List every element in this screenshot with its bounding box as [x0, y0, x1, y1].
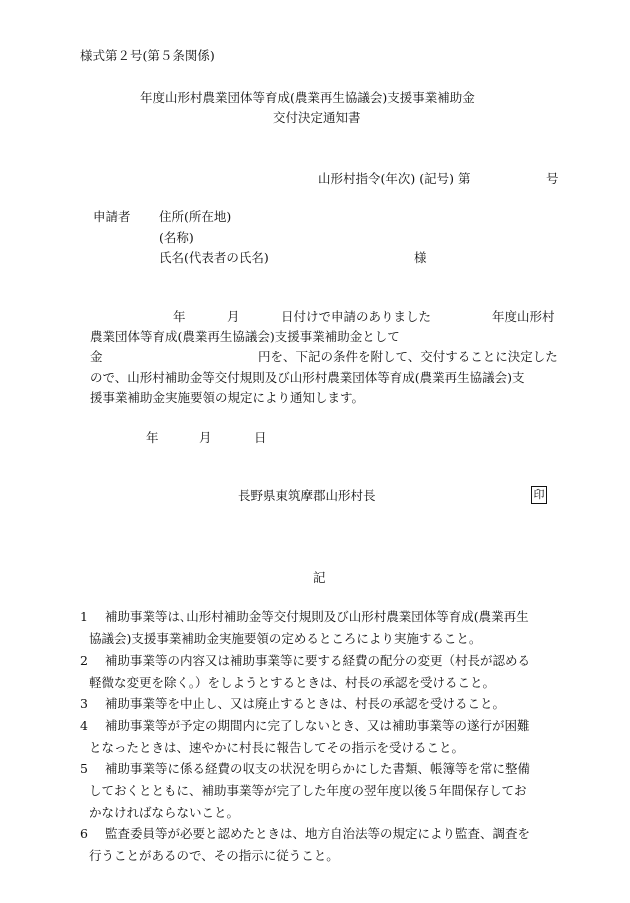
notes-heading: 記	[313, 570, 326, 585]
reference-number-suffix: 号	[546, 171, 559, 186]
condition-5	[80, 758, 560, 824]
condition-number: 1	[80, 609, 88, 624]
condition-text: 補助事業等の内容又は補助事業等に要する経費の配分の変更（村長が認める	[105, 653, 531, 668]
reference-number-prefix: 山形村指令(年次) (記号) 第	[318, 171, 471, 186]
body-date-text: 日付けで申請のありました	[281, 309, 432, 324]
document-subtitle: 交付決定通知書	[273, 110, 361, 125]
body-date-year: 年	[173, 309, 186, 324]
issue-date-day: 日	[254, 430, 267, 445]
condition-text: 補助事業等を中止し、又は廃止するときは、村長の承認を受けること。	[105, 696, 506, 711]
condition-number: 5	[80, 761, 88, 776]
condition-text-cont: 行うことがあるので、その指示に従うこと。	[89, 848, 339, 863]
condition-4	[80, 715, 560, 759]
condition-text: 補助事業等に係る経費の収支の状況を明らかにした書類、帳簿等を常に整備	[105, 761, 531, 776]
condition-3	[80, 693, 560, 715]
condition-text: 補助事業等が予定の期間内に完了しないとき、又は補助事業等の遂行が困難	[105, 718, 530, 733]
condition-1	[80, 606, 560, 650]
applicant-label: 申請者	[93, 209, 131, 224]
form-label: 様式第２号(第５条関係)	[80, 48, 215, 63]
issue-date-year: 年	[146, 430, 159, 445]
applicant-honorific: 様	[414, 250, 427, 265]
document-title: 年度山形村農業団体等育成(農業再生協議会)支援事業補助金	[140, 90, 475, 105]
condition-text: 監査委員等が必要と認めたときは、地方自治法等の規定により監査、調査を	[105, 826, 531, 841]
issuer-name: 長野県東筑摩郡山形村長	[238, 488, 376, 503]
issue-date-month: 月	[199, 430, 212, 445]
body-line-2: 農業団体等育成(農業再生協議会)支援事業補助金として	[90, 329, 400, 344]
body-amount-label: 金	[90, 349, 103, 364]
condition-number: 4	[80, 718, 88, 733]
condition-2	[80, 650, 560, 694]
condition-number: 6	[80, 826, 88, 841]
condition-text-cont: 協議会)支援事業補助金実施要領の定めるところにより実施すること。	[89, 631, 482, 646]
condition-text: 補助事業等は､山形村補助金等交付規則及び山形村農業団体等育成(農業再生	[105, 609, 529, 624]
condition-text-cont: 軽微な変更を除く。）をしようとするときは、村長の承認を受けること。	[89, 675, 496, 690]
condition-text-cont: かなければならないこと。	[89, 805, 240, 820]
body-line-4: ので、山形村補助金等交付規則及び山形村農業団体等育成(農業再生協議会)支	[90, 370, 525, 385]
body-fiscal-prefix: 年度山形村	[492, 309, 555, 324]
condition-number: 2	[80, 653, 88, 668]
applicant-address: 住所(所在地)	[159, 209, 232, 224]
condition-number: 3	[80, 696, 88, 711]
seal-mark: 印	[531, 486, 547, 504]
applicant-representative: 氏名(代表者の氏名)	[159, 250, 269, 265]
body-date-month: 月	[227, 309, 240, 324]
condition-6	[80, 823, 560, 867]
body-line-5: 援事業補助金実施要領の規定により通知します。	[90, 390, 365, 405]
body-amount-text: 円を、下記の条件を附して、交付することに決定した	[258, 349, 558, 364]
applicant-name-org: (名称)	[159, 230, 194, 245]
condition-text-cont: となったときは、速やかに村長に報告してその指示を受けること。	[89, 740, 465, 755]
condition-text-cont: しておくとともに、補助事業等が完了した年度の翌年度以後５年間保存してお	[89, 783, 527, 798]
